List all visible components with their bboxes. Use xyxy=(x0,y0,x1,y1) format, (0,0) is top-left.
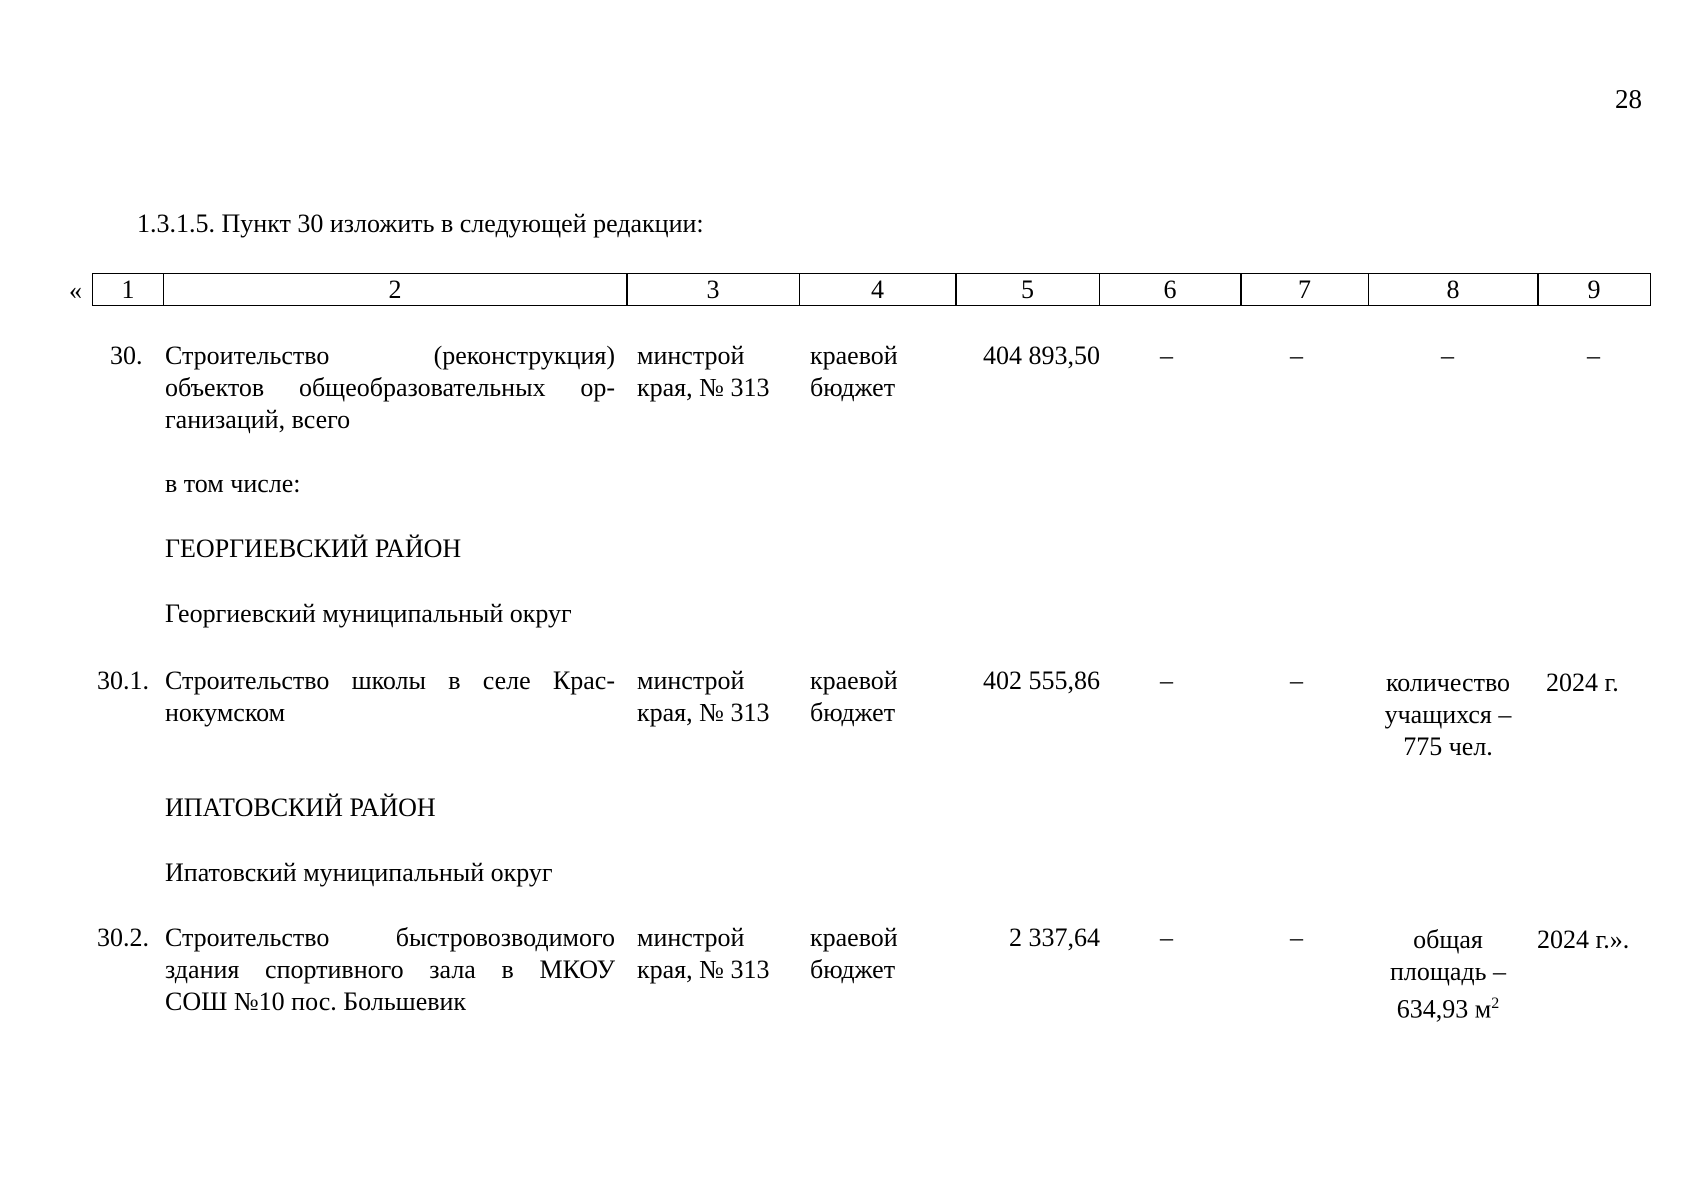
amendment-intro: 1.3.1.5. Пункт 30 изложить в следующей редакции: xyxy=(137,209,704,238)
row-name-word: (реконструкция) xyxy=(433,341,615,370)
agency: края, № 313 xyxy=(637,955,770,984)
row-name-line: здания спортивного зала в МКОУ xyxy=(165,955,615,984)
row-name-line: Строительство быстровозводимого xyxy=(165,923,615,952)
budget-source: бюджет xyxy=(810,373,896,402)
row-name-line: нокумском xyxy=(165,698,286,727)
amount: 402 555,86 xyxy=(983,666,1100,695)
result-indicator: площадь – xyxy=(1389,957,1507,986)
row-number: 30.1. xyxy=(97,666,149,695)
dash: – xyxy=(1290,341,1303,370)
column-number: 6 xyxy=(1099,273,1242,306)
column-number-header xyxy=(92,273,1651,306)
dash: – xyxy=(1290,666,1303,695)
column-number: 2 xyxy=(163,273,628,306)
dash: – xyxy=(1160,341,1173,370)
including-label: в том числе: xyxy=(165,469,301,498)
result-indicator: 775 чел. xyxy=(1403,732,1493,761)
result-indicator: общая xyxy=(1413,925,1483,954)
amount: 404 893,50 xyxy=(983,341,1100,370)
budget-source: краевой xyxy=(810,923,898,952)
agency: минстрой xyxy=(637,341,745,370)
dash: – xyxy=(1290,923,1303,952)
year: 2024 г. xyxy=(1546,668,1619,697)
budget-source: краевой xyxy=(810,666,898,695)
dash: – xyxy=(1160,666,1173,695)
column-number: 7 xyxy=(1240,273,1369,306)
row-name-line: ганизаций, всего xyxy=(165,405,351,434)
row-name-line: СОШ №10 пос. Большевик xyxy=(165,987,467,1016)
okrug-heading: Ипатовский муниципальный округ xyxy=(165,858,553,887)
column-number: 3 xyxy=(626,273,800,306)
row-name-line: Строительство школы в селе Крас- xyxy=(165,666,615,695)
agency: минстрой xyxy=(637,923,745,952)
agency: края, № 313 xyxy=(637,373,770,402)
row-name-line xyxy=(165,340,615,372)
row-name-word: Строительство xyxy=(165,341,330,370)
district-heading: ГЕОРГИЕВСКИЙ РАЙОН xyxy=(165,534,462,563)
row-number: 30.2. xyxy=(97,923,149,952)
district-heading: ИПАТОВСКИЙ РАЙОН xyxy=(165,793,436,822)
row-number: 30. xyxy=(110,341,143,370)
dash: – xyxy=(1587,341,1600,370)
result-indicator: учащихся – xyxy=(1384,700,1512,729)
agency: минстрой xyxy=(637,666,745,695)
column-number: 8 xyxy=(1368,273,1539,306)
result-indicator: количество xyxy=(1385,668,1511,697)
superscript: 2 xyxy=(1491,995,1500,1012)
row-name-line: объектов общеобразовательных ор- xyxy=(165,373,615,402)
year: 2024 г.». xyxy=(1537,925,1630,954)
dash: – xyxy=(1160,923,1173,952)
budget-source: бюджет xyxy=(810,955,896,984)
column-number: 4 xyxy=(799,273,957,306)
column-number: 1 xyxy=(92,273,164,306)
result-indicator xyxy=(1363,988,1533,1026)
opening-quote: « xyxy=(69,276,82,305)
dash: – xyxy=(1441,341,1454,370)
agency: края, № 313 xyxy=(637,698,770,727)
okrug-heading: Георгиевский муниципальный округ xyxy=(165,599,572,628)
budget-source: бюджет xyxy=(810,698,896,727)
page-number: 28 xyxy=(1615,84,1642,114)
column-number: 9 xyxy=(1537,273,1651,306)
budget-source: краевой xyxy=(810,341,898,370)
column-number: 5 xyxy=(955,273,1100,306)
result-area-value: 634,93 м xyxy=(1396,994,1492,1024)
amount: 2 337,64 xyxy=(1009,923,1100,952)
